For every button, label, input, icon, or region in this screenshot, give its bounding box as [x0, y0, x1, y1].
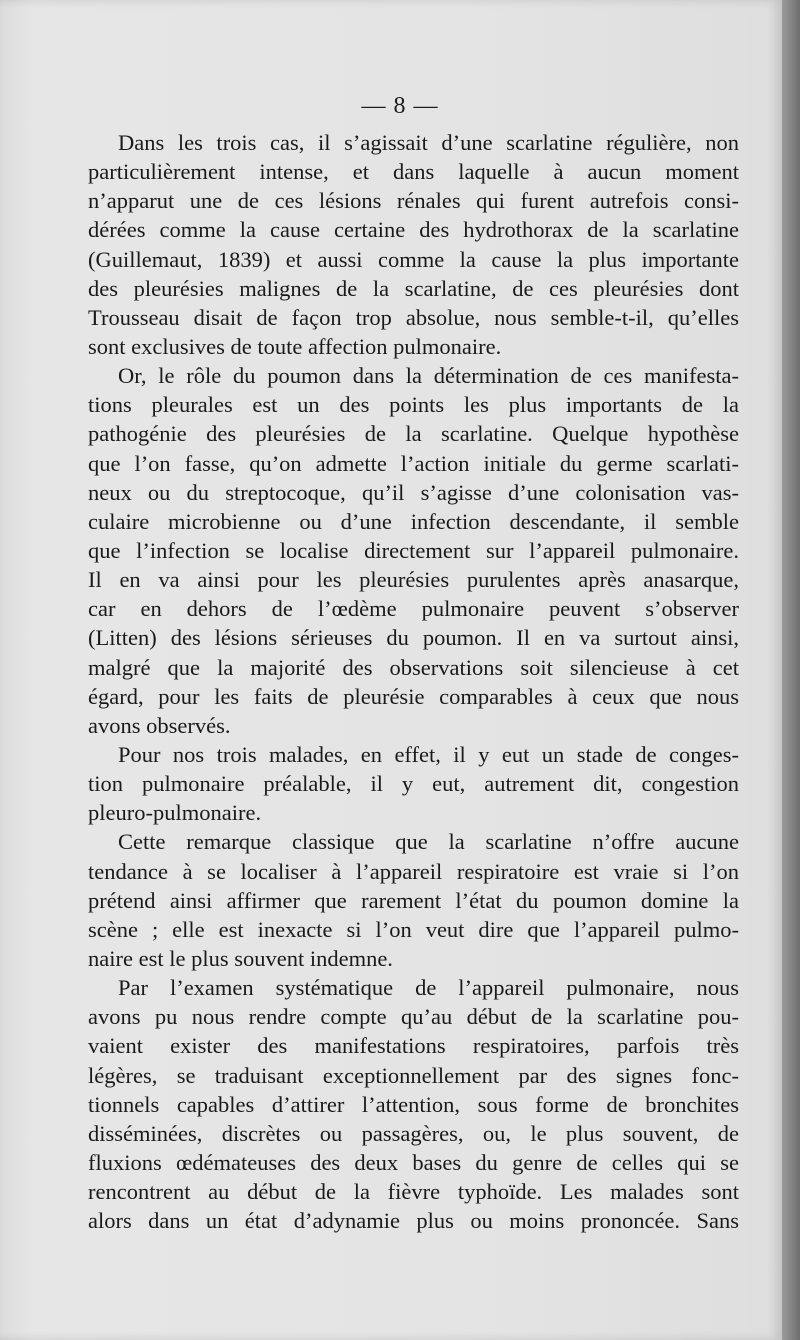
text-line: tendance à se localiser à l’appareil respiratoire est vraie si l’on	[88, 858, 739, 884]
text-line: que l’infection se localise directement sur l’appareil pulmonaire.	[88, 537, 739, 563]
text-line: dérées comme la cause certaine des hydrothorax de la scarlatine	[88, 217, 739, 243]
text-line: pathogénie des pleurésies de la scarlatine. Quelque hypothèse	[88, 421, 739, 447]
text-line: (Litten) des lésions sérieuses du poumon. Il en va surtout ainsi,	[88, 625, 739, 651]
text-line: Pour nos trois malades, en effet, il y eut un stade de conges-	[118, 741, 739, 767]
text-line: particulièrement intense, et dans laquelle à aucun moment	[88, 159, 739, 185]
text-line: avons pu nous rendre compte qu’au début de la scarlatine pou-	[88, 1004, 739, 1030]
text-line: pleuro-pulmonaire.	[88, 800, 262, 826]
text-line: vaient exister des manifestations respiratoires, parfois très	[88, 1033, 739, 1059]
text-line: tionnels capables d’attirer l’attention, sous forme de bronchites	[88, 1091, 739, 1117]
text-line: tions pleurales est un des points les plus importants de la	[88, 392, 739, 418]
text-line: que l’on fasse, qu’on admette l’action initiale du germe scarlati-	[88, 450, 739, 476]
text-line: avons observés.	[88, 712, 231, 738]
text-line: Il en va ainsi pour les pleurésies purulentes après anasarque,	[88, 567, 739, 593]
body-text	[88, 128, 739, 1235]
text-line: Trousseau disait de façon trop absolue, nous semble-t-il, qu’elles	[88, 304, 739, 330]
text-line: (Guillemaut, 1839) et aussi comme la cause la plus importante	[88, 246, 739, 272]
text-line: alors dans un état d’adynamie plus ou moins prononcée. Sans	[88, 1208, 739, 1234]
text-line: culaire microbienne ou d’une infection descendante, il semble	[88, 508, 739, 534]
text-line: fluxions œdémateuses des deux bases du genre de celles qui se	[88, 1149, 739, 1175]
text-line: légères, se traduisant exceptionnellement par des signes fonc-	[88, 1062, 739, 1088]
text-line: malgré que la majorité des observations soit silencieuse à cet	[88, 654, 739, 680]
text-line: des pleurésies malignes de la scarlatine, de ces pleurésies dont	[88, 275, 739, 301]
text-line: égard, pour les faits de pleurésie comparables à ceux que nous	[88, 683, 739, 709]
text-line: sont exclusives de toute affection pulmonaire.	[88, 333, 502, 359]
text-line: Dans les trois cas, il s’agissait d’une scarlatine régulière, non	[118, 130, 739, 155]
text-line: prétend ainsi affirmer que rarement l’état du poumon domine la	[88, 887, 739, 913]
text-line: car en dehors de l’œdème pulmonaire peuvent s’observer	[88, 596, 739, 622]
text-line: naire est le plus souvent indemne.	[88, 945, 393, 971]
text-line: scène ; elle est inexacte si l’on veut dire que l’appareil pulmo-	[88, 916, 739, 942]
text-line: Or, le rôle du poumon dans la détermination de ces manifesta-	[118, 363, 739, 389]
page-number: — 8 —	[361, 93, 439, 119]
text-line: n’apparut une de ces lésions rénales qui furent autrefois consi-	[88, 188, 739, 214]
text-line: rencontrent au début de la fièvre typhoïde. Les malades sont	[88, 1179, 739, 1205]
text-line: neux ou du streptocoque, qu’il s’agisse d’une colonisation vas-	[88, 479, 739, 505]
text-line: Cette remarque classique que la scarlatine n’offre aucune	[118, 829, 739, 855]
text-line: Par l’examen systématique de l’appareil pulmonaire, nous	[118, 975, 739, 1001]
text-line: disséminées, discrètes ou passagères, ou, le plus souvent, de	[88, 1120, 739, 1146]
text-line: tion pulmonaire préalable, il y eut, autrement dit, congestion	[88, 771, 739, 797]
page-edge-shadow	[782, 0, 800, 1340]
